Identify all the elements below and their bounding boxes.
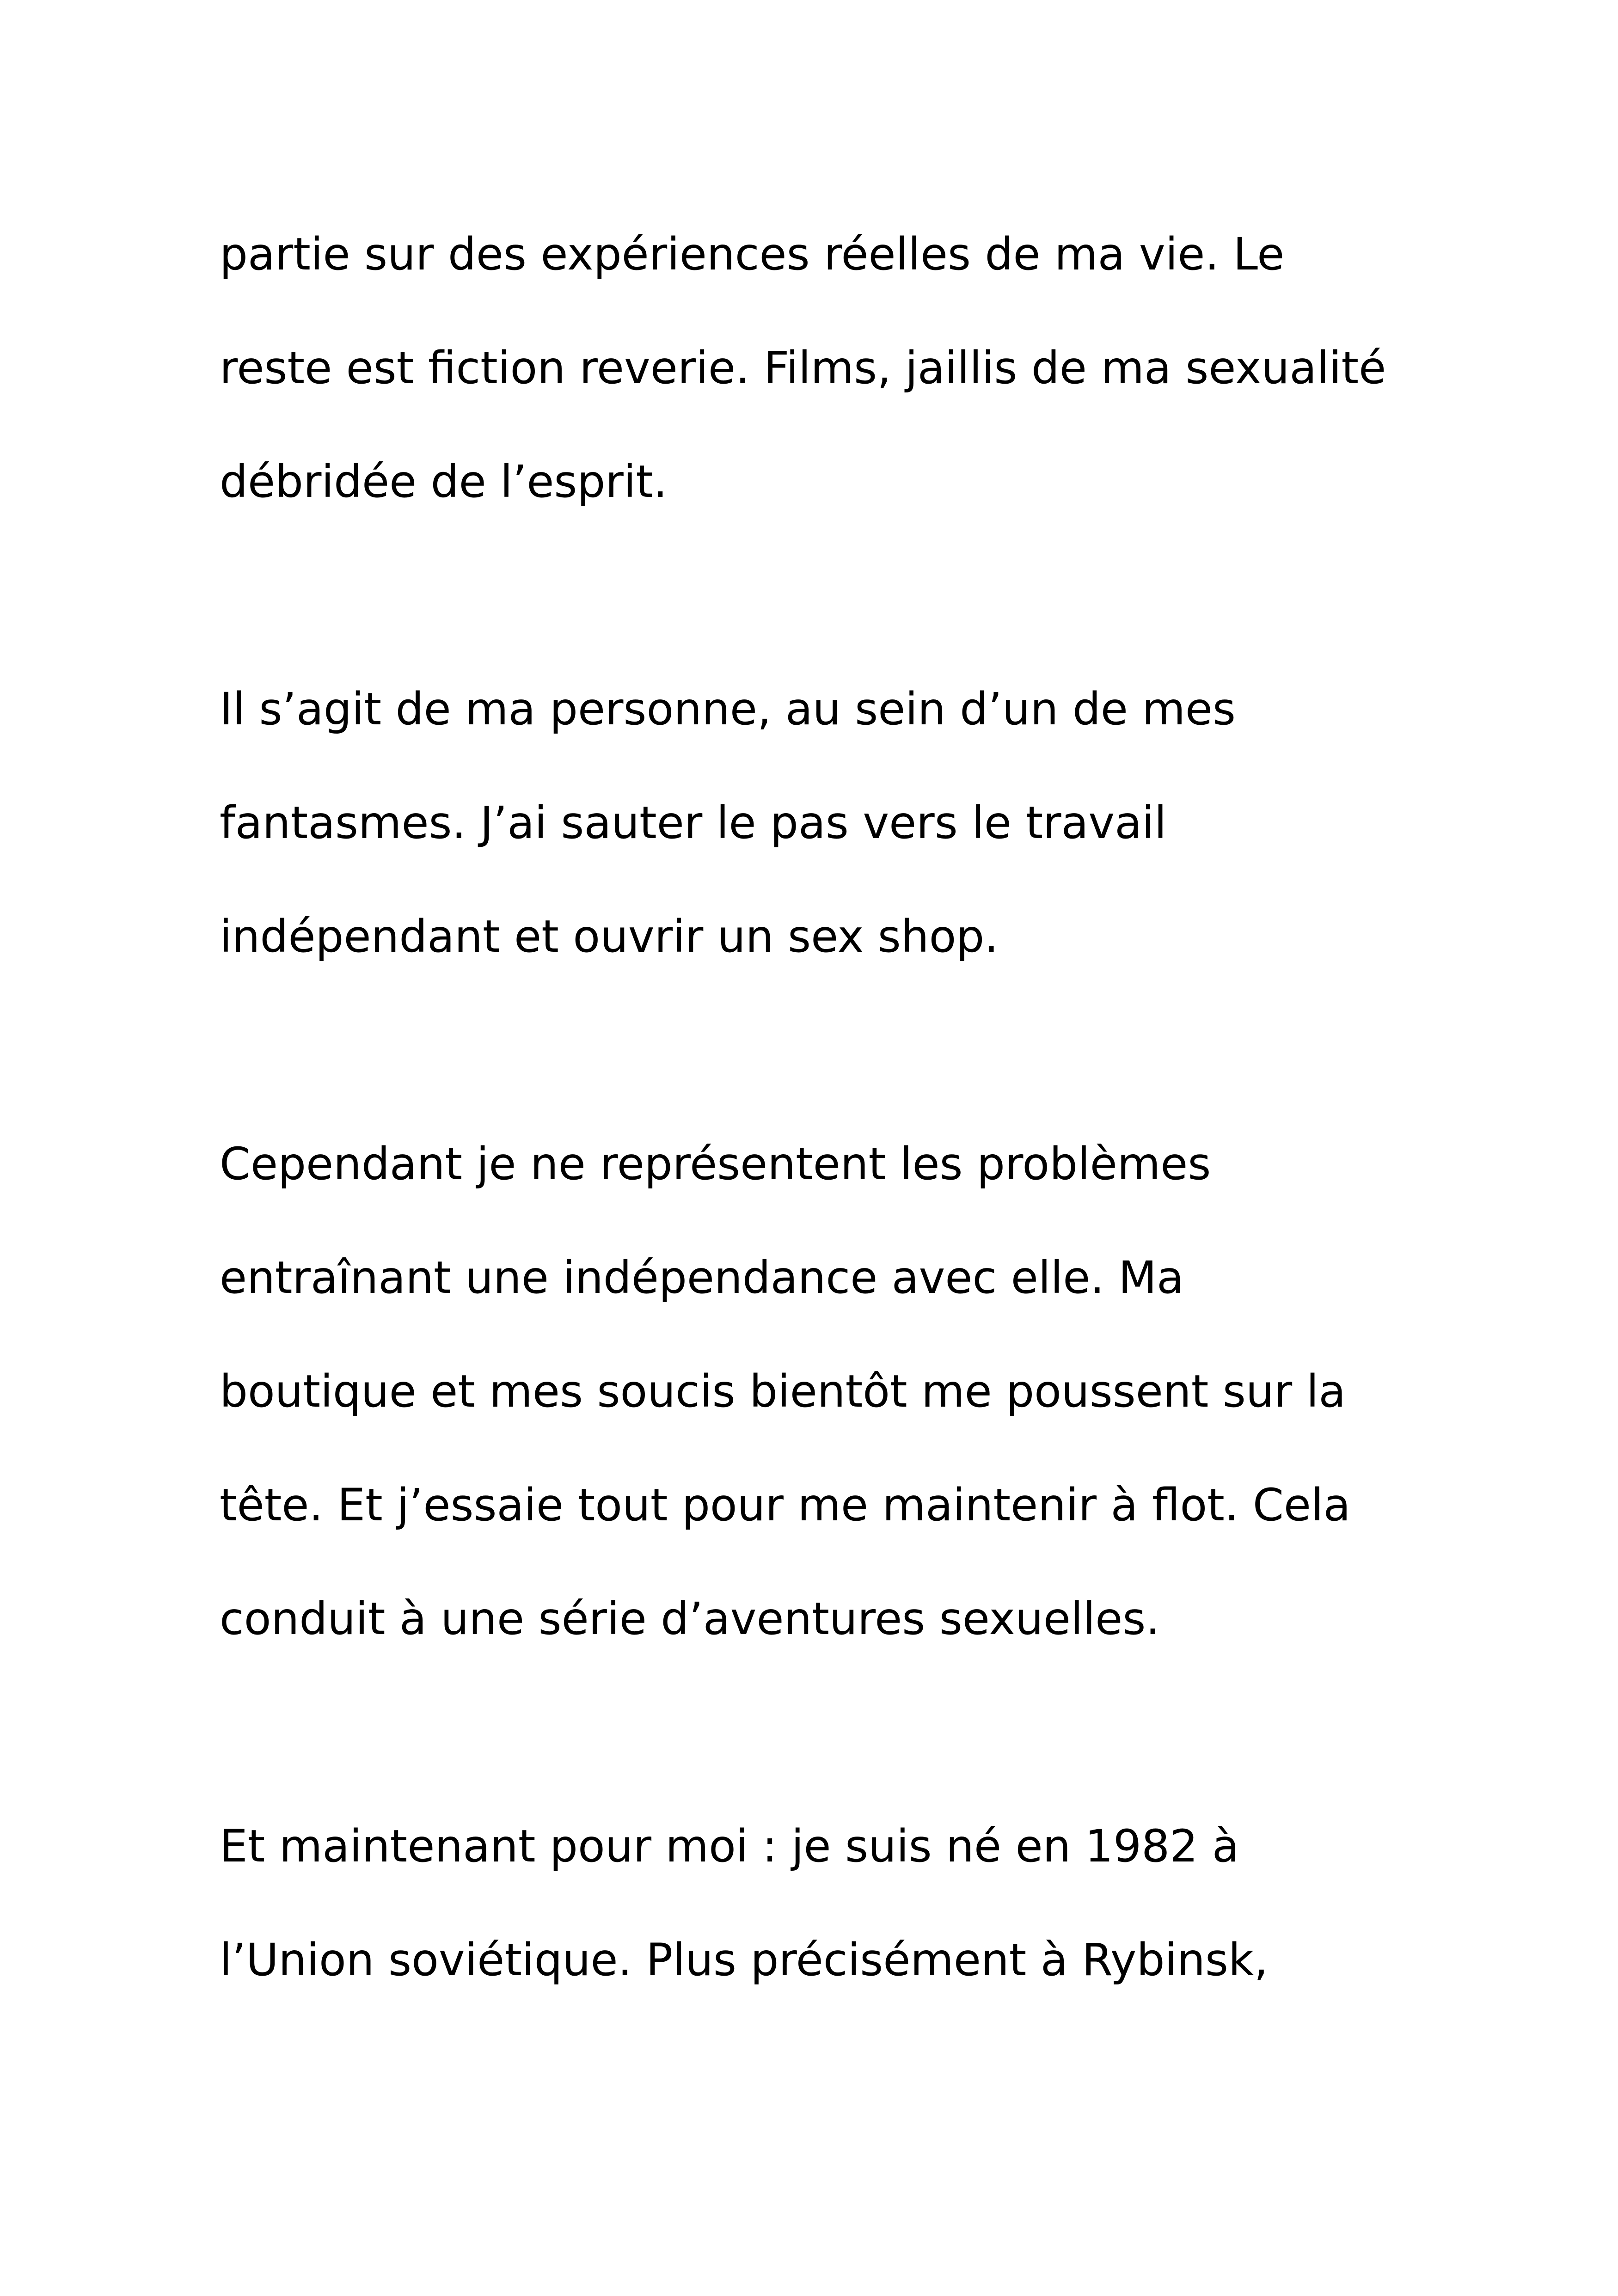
- paragraph-2: [220, 674, 1468, 1016]
- paragraph-4: [220, 1812, 1468, 2039]
- text-line: entraînant une indépendance avec elle. Ma: [220, 1252, 1184, 1304]
- body-text: [220, 220, 1468, 2039]
- paragraph-gap: [220, 1698, 1468, 1812]
- text-line: indépendant et ouvrir un sex shop.: [220, 911, 999, 962]
- text-line: Cependant je ne représentent les problèmes: [220, 1138, 1211, 1190]
- text-line: Et maintenant pour moi : je suis né en 1982 à: [220, 1820, 1239, 1872]
- text-line: conduit à une série d’aventures sexuelles.: [220, 1593, 1160, 1645]
- text-line: reste est fiction reverie. Films, jaillis de ma sexualité: [220, 342, 1386, 394]
- text-line: l’Union soviétique. Plus précisément à Rybinsk,: [220, 1934, 1269, 1986]
- text-line: tête. Et j’essaie tout pour me maintenir à flot. Cela: [220, 1479, 1351, 1531]
- paragraph-1: [220, 220, 1468, 561]
- text-line: débridée de l’esprit.: [220, 456, 668, 508]
- text-line: Il s’agit de ma personne, au sein d’un de mes: [220, 683, 1236, 735]
- paragraph-gap: [220, 561, 1468, 674]
- paragraph-3: [220, 1129, 1468, 1698]
- text-line: boutique et mes soucis bientôt me poussent sur la: [220, 1365, 1346, 1417]
- paragraph-gap: [220, 1016, 1468, 1129]
- text-line: partie sur des expériences réelles de ma vie. Le: [220, 228, 1285, 280]
- text-line: fantasmes. J’ai sauter le pas vers le travail: [220, 797, 1167, 849]
